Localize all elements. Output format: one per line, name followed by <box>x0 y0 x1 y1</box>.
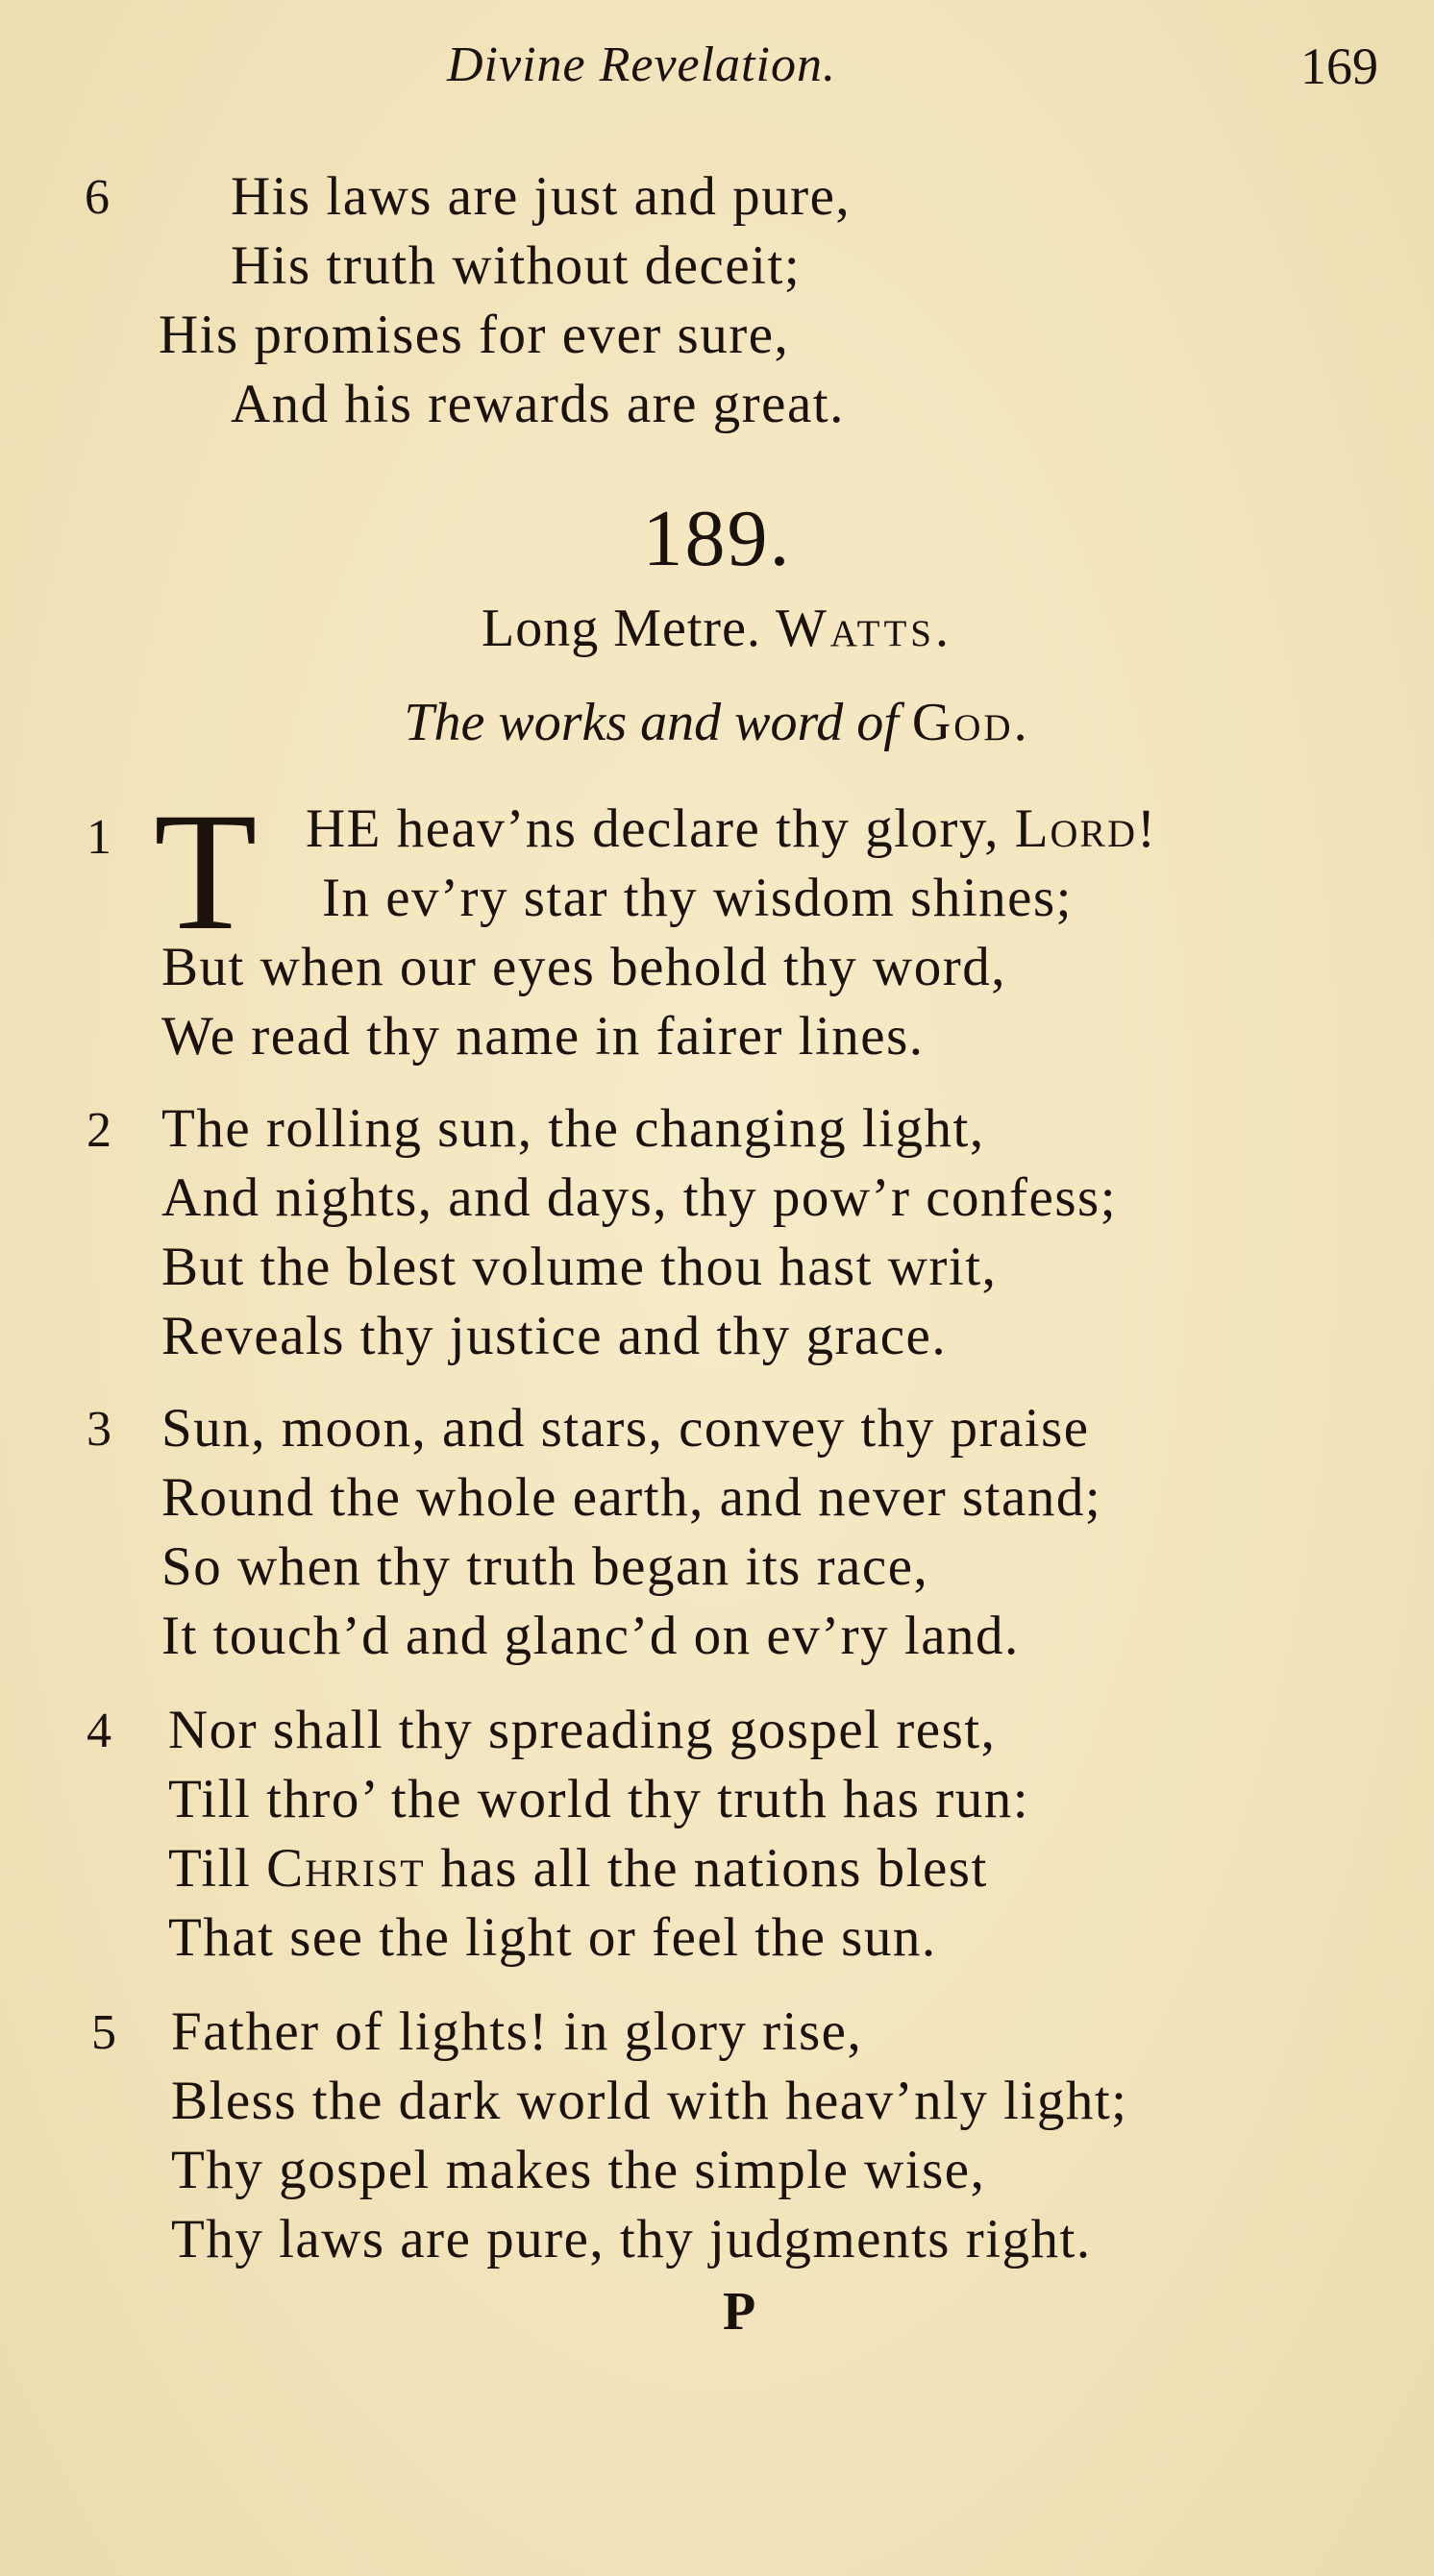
stanza-number: 5 <box>91 2005 116 2060</box>
verse-line: Round the whole earth, and never stand; <box>161 1467 1102 1528</box>
stanza-number: 3 <box>87 1402 111 1457</box>
verse-text: HE heav’ns declare thy glory, <box>306 798 1000 859</box>
divine-name: Christ <box>266 1838 426 1899</box>
verse-line: But when our eyes behold thy word, <box>161 937 1006 997</box>
verse-line: Till thro’ the world thy truth has run: <box>168 1769 1030 1829</box>
verse-line <box>168 1837 988 1900</box>
page-number: 169 <box>1300 37 1378 95</box>
verse-line: We read thy name in fairer lines. <box>161 1006 925 1067</box>
running-head: Divine Revelation. <box>447 37 836 92</box>
divine-name: Lord! <box>1014 798 1157 859</box>
hymn-meter <box>0 598 1434 659</box>
verse-line: Thy gospel makes the simple wise, <box>171 2140 986 2200</box>
verse-line: Nor shall thy spreading gospel rest, <box>168 1700 997 1760</box>
verse-line: It touch’d and glanc’d on ev’ry land. <box>161 1606 1020 1666</box>
signature-mark: P <box>723 2282 756 2342</box>
drop-cap: T <box>154 778 258 966</box>
stanza-number: 6 <box>85 170 110 225</box>
verse-line: His laws are just and pure, <box>231 166 852 227</box>
verse-line: Reveals thy justice and thy grace. <box>161 1306 948 1366</box>
verse-line: The rolling sun, the changing light, <box>161 1098 985 1159</box>
verse-line: And his rewards are great. <box>231 374 845 434</box>
verse-text: has all the nations blest <box>440 1838 988 1899</box>
verse-line: But the blest volume thou hast writ, <box>161 1237 998 1297</box>
verse-line: In ev’ry star thy wisdom shines; <box>322 868 1073 928</box>
verse-line: So when thy truth began its race, <box>161 1536 929 1597</box>
hymn-author: Watts. <box>775 599 952 658</box>
subject-name: God. <box>911 693 1030 752</box>
hymn-subject <box>0 692 1434 753</box>
verse-line <box>306 797 1157 860</box>
verse-line: Bless the dark world with heav’nly light; <box>171 2071 1128 2131</box>
verse-line: Sun, moon, and stars, convey thy praise <box>161 1398 1090 1459</box>
verse-text: Till <box>168 1838 252 1899</box>
stanza-number: 2 <box>87 1103 111 1158</box>
verse-line: Thy laws are pure, thy judgments right. <box>171 2209 1092 2269</box>
verse-line: And nights, and days, thy pow’r confess; <box>161 1167 1118 1228</box>
stanza-number: 4 <box>87 1704 111 1758</box>
subject-text: The works and word of <box>404 693 899 752</box>
stanza-number: 1 <box>87 810 111 865</box>
meter-label: Long Metre. <box>482 599 761 658</box>
verse-line: His truth without deceit; <box>231 235 802 296</box>
verse-line: His promises for ever sure, <box>159 305 790 365</box>
verse-line: That see the light or feel the sun. <box>168 1907 937 1968</box>
hymn-number: 189. <box>642 494 792 583</box>
verse-line: Father of lights! in glory rise, <box>171 2001 863 2062</box>
